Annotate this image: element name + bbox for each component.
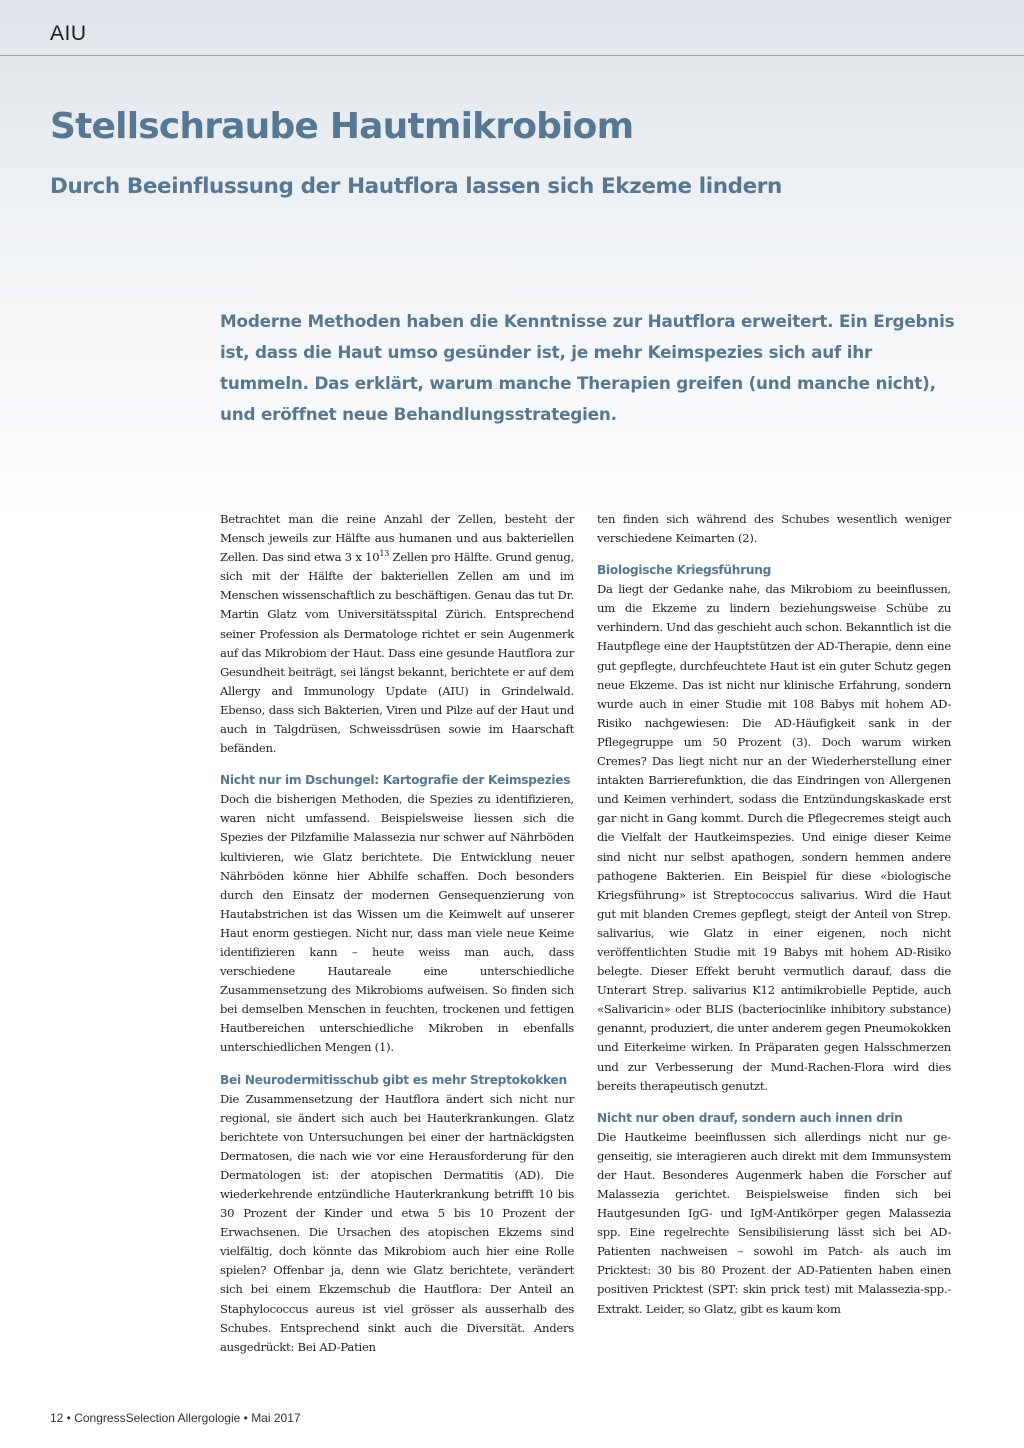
section-heading-kartografie: Nicht nur im Dschungel: Kartografie der Keimspezies: [220, 773, 571, 788]
section-label: AIU: [50, 22, 87, 45]
intro-text-a: Betrachtet man die reine Anzahl der Zellen, besteht der Mensch jeweils zur Hälfte aus humanen und aus bakteriellen Zellen. Das sind etwa 3 x 10: [220, 512, 574, 565]
section-heading-streptokokken: Bei Neurodermitisschub gibt es mehr Streptokokken: [220, 1072, 567, 1087]
paragraph-streptokokken-continued: ten finden sich während des Schubes wesentlich weniger verschiedene Keimarten (2).: [597, 512, 951, 546]
header-rule: [0, 55, 1024, 56]
text-column-right: [597, 510, 951, 1319]
paragraph-kriegsfuehrung: Da liegt der Gedanke nahe, das Mikrobiom zu beeinflussen, um die Ekzeme zu lindern beziehungsweise Schübe zu verhindern. Und das geschieht auch schon. Bekanntlich ist die Hautpflege eine der Hauptstützen der AD-Therapie, denn eine gut gepflegte, durchfeuchtete Haut ist ein guter Schutz gegen neue Ekzeme. Das ist nicht nur klinische Erfahrung, sondern wurde auch in einer Studie mit 108 Babys mit hohem AD-Risiko nachgewiesen: Die AD-Häufigkeit sank in der Pflegegruppe um 50 Prozent (3). Doch warum wirken Cremes? Das liegt nicht nur an der Wiederherstellung einer intakten Barrierefunktion, die das Eindringen von Allergenen und Keimen verhindert, sodass die Entzündungskaskade erst gar nicht in Gang kommt. Durch die Pflegecremes steigt auch die Vielfalt der Hautkeimspezies. Und einige dieser Keime sind nicht nur selbst apathogen, sondern hemmen andere pathogene Bakterien. Ein Beispiel für diese «biologische Kriegsführung» ist Streptococcus salivarius. Wird die Haut gut mit blanden Cremes gepflegt, steigt der Anteil von Strep. salivarius, wie Glatz in einer eigenen, noch nicht veröffentlichten Studie mit 19 Babys mit hohem AD-Risiko belegte. Dieser Effekt beruht vermutlich darauf, dass die Unterart Strep. salivarius K12 antimikrobielle Peptide, auch «Salivaricin» oder BLIS (bacteriocinlike inhibitory substance) genannt, produziert, die unter anderem gegen Pneumokokken und Eiterkeime wirken. In Präparaten gegen Halsschmerzen und zur Verbesserung der Mund-Rachen-Flora wird dies bereits therapeutisch genutzt.: [597, 582, 951, 1093]
article-title: Stellschraube Hautmikrobiom: [50, 106, 634, 147]
page-footer: 12 • CongressSelection Allergologie • Mai 2017: [50, 1411, 301, 1425]
text-column-left: [220, 510, 574, 1357]
section-heading-kriegsfuehrung: Biologische Kriegsführung: [597, 563, 772, 578]
article-lead: Moderne Methoden haben die Kenntnisse zur Hautflora erweitert. Ein Ergebnis ist, dass die Haut umso gesünder ist, je mehr Keimspezies sich auf ihr tummeln. Das erklärt, warum manche Therapien greifen (und manche nicht), und eröffnet neue Behandlungsstrategien.: [220, 311, 955, 424]
intro-exponent: 13: [379, 549, 390, 559]
section-heading-innen-drin: Nicht nur oben drauf, sondern auch innen drin: [597, 1110, 903, 1125]
page-header: [0, 0, 1024, 57]
article-subtitle: Durch Beeinflussung der Hautflora lassen sich Ekzeme lindern: [50, 174, 782, 199]
paragraph-innen-drin: Die Hautkeime beeinflussen sich allerdings nicht nur gegenseitig, sie interagieren auch direkt mit dem Immunsystem der Haut. Besonderes Augenmerk haben die Forscher auf Malassezia gerichtet. Beispielsweise finden sich bei Hautgesunden IgG- und IgM-Antikörper gegen Malassezia spp. Eine regelrechte Sensibilisierung lässt sich bei AD-Patienten nachweisen – sowohl im Patch- als auch im Pricktest: 30 bis 80 Prozent der AD-Patienten haben einen positiven Pricktest (SPT: skin prick test) mit Malassezia-spp.-Extrakt. Leider, so Glatz, gibt es kaum kom: [597, 1129, 951, 1316]
intro-paragraph: [220, 510, 574, 758]
paragraph-kartografie: Doch die bisherigen Methoden, die Spezies zu identifizieren, waren nicht umfassend. Beispielsweise liessen sich die Spezies der Pilzfamilie Malassezia nur schwer auf Nährböden kultivieren, wie Glatz berichtete. Die Entwicklung neuer Nährböden könne hier Abhilfe schaffen. Doch besonders durch den Einsatz der modernen Gensequenzierung von Hautabstrichen ist das Wissen um die Keimwelt auf unserer Haut enorm gestiegen. Nicht nur, dass man viele neue Keime identifizieren kann – heute weiss man auch, dass verschiedene Hautareale eine unterschiedliche Zusammensetzung des Mikrobioms aufweisen. So finden sich bei demselben Menschen in feuchten, trockenen und fettigen Hautbereichen unterschiedliche Mikroben in ebenfalls unterschiedlichen Mengen (1).: [220, 792, 574, 1055]
intro-text-b: Zellen pro Hälfte. Grund genug, sich mit der Hälfte der bakteriellen Zellen am und im Menschen wissenschaftlich zu beschäftigen. Genau das tut Dr. Martin Glatz vom Universitätsspital Zürich. Entsprechend seiner Profession als Dermatologe richtet er sein Augenmerk auf das Mikrobiom der Haut. Dass eine gesunde Hautflora zur Gesundheit beiträgt, sei längst bekannt, berichtete er auf dem Allergy and Immunology Update (AIU) in Grindelwald. Ebenso, dass sich Bakterien, Viren und Pilze auf der Haut und auch in Talgdrüsen, Schweissdrüsen sowie im Haarschaft befänden.: [220, 550, 574, 756]
paragraph-streptokokken: Die Zusammensetzung der Hautflora ändert sich nicht nur regional, sie ändert sich auch bei Hauterkrankungen. Glatz berichtete von Untersuchungen bei einer der hartnäckigsten Dermatosen, die nach wie vor eine Herausforderung für den Dermatologen ist: der atopischen Dermatitis (AD). Die wiederkehrende entzündliche Hauterkrankung betrifft 10 bis 30 Prozent der Kinder und etwa 5 bis 10 Prozent der Erwachsenen. Die Ursachen des atopischen Ekzems sind vielfältig, doch könnte das Mikrobiom auch hier eine Rolle spielen? Offenbar ja, denn wie Glatz berichtete, verändert sich bei einem Ekzemschub die Hautflora: Der Anteil an Staphylococcus aureus ist viel grösser als ausserhalb des Schubes. Entsprechend sinkt auch die Diversität. Anders ausgedrückt: Bei AD-Patien: [220, 1091, 574, 1354]
